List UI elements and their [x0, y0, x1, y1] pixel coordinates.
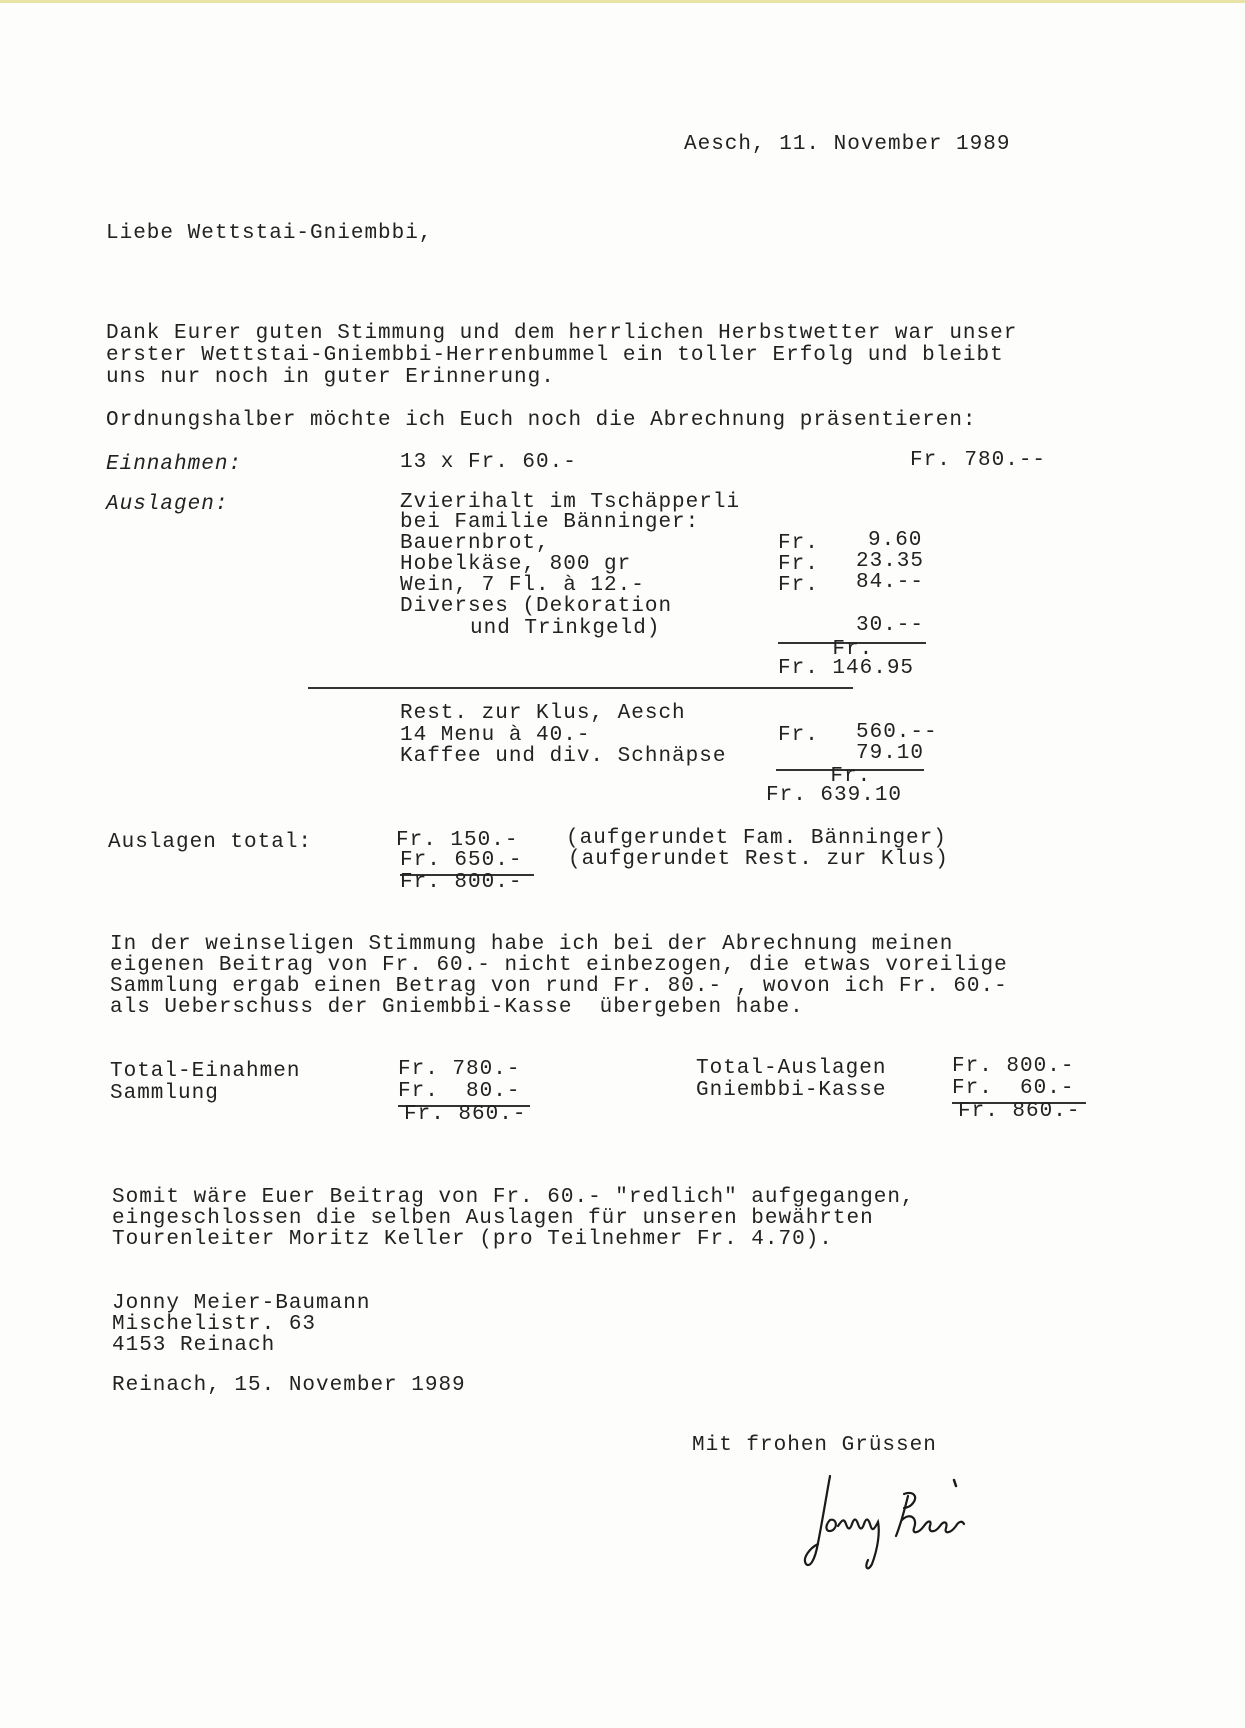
item-underlined-row	[776, 742, 925, 788]
expenses-total-note-2: (aufgerundet Rest. zur Klus)	[568, 848, 949, 871]
item-underlined-row	[778, 614, 926, 661]
summary-left-value-2: Fr. 80.-	[398, 1081, 530, 1107]
item-currency: Fr.	[778, 532, 819, 555]
expenses-label: Auslagen:	[106, 493, 229, 516]
group2-title: Rest. zur Klus, Aesch	[400, 702, 686, 725]
group1-title-2: bei Familie Bänninger:	[400, 511, 700, 534]
expenses-total-label: Auslagen total:	[108, 831, 313, 854]
item-name: 14 Menu à 40.-	[400, 724, 591, 747]
summary-right-sum: Fr. 860.-	[958, 1100, 1081, 1123]
item-currency: Fr.	[778, 724, 819, 747]
item-amount: 23.35	[856, 550, 925, 573]
greeting: Mit frohen Grüssen	[692, 1434, 937, 1457]
item-currency: Fr.	[830, 765, 872, 788]
item-name: Diverses (Dekoration	[400, 595, 673, 618]
item-currency: Fr.	[778, 574, 819, 597]
group1-subtotal: Fr. 146.95	[778, 657, 915, 680]
sender-street: Mischelistr. 63	[112, 1313, 317, 1336]
item-currency: Fr.	[832, 638, 874, 661]
sender-city: 4153 Reinach	[112, 1334, 276, 1357]
item-name: Wein, 7 Fl. à 12.-	[400, 574, 645, 597]
closing-line-3: Tourenleiter Moritz Keller (pro Teilnehmer Fr. 4.70).	[112, 1228, 833, 1251]
closing-line-2: eingeschlossen die selben Auslagen für unseren bewährten	[112, 1207, 874, 1230]
item-name: Hobelkäse, 800 gr	[400, 553, 632, 576]
salutation: Liebe Wettstai-Gniembbi,	[106, 222, 433, 245]
explanation-line-3: Sammlung ergab einen Betrag von rund Fr. 80.- , wovon ich Fr. 60.-	[110, 975, 1008, 998]
place-date: Reinach, 15. November 1989	[112, 1374, 466, 1397]
summary-left-label-1: Total-Einahmen	[110, 1060, 301, 1083]
expenses-total-note-1: (aufgerundet Fam. Bänninger)	[566, 827, 947, 850]
summary-left-label-2: Sammlung	[110, 1082, 219, 1105]
summary-right-value-2: Fr. 60.-	[952, 1078, 1086, 1104]
item-name: Bauernbrot,	[400, 532, 550, 555]
closing-line-1: Somit wäre Euer Beitrag von Fr. 60.- "redlich" aufgegangen,	[112, 1186, 915, 1209]
group2-subtotal: Fr. 639.10	[766, 784, 903, 807]
intro-line-1: Dank Eurer guten Stimmung und dem herrlichen Herbstwetter war unser	[106, 322, 1018, 345]
expenses-total-amount-2: Fr. 650.-	[400, 850, 534, 876]
income-label: Einnahmen:	[106, 453, 243, 476]
item-amount: 84.--	[856, 571, 925, 594]
intro-line-3: uns nur noch in guter Erinnerung.	[106, 366, 555, 389]
summary-right-label-1: Total-Auslagen	[696, 1057, 887, 1080]
item-amount: 560.--	[856, 721, 938, 744]
income-total: Fr. 780.--	[910, 449, 1047, 472]
item-currency: Fr.	[778, 553, 819, 576]
summary-left-sum: Fr. 860.-	[404, 1103, 527, 1126]
intro-line-2: erster Wettstai-Gniembbi-Herrenbummel ein toller Erfolg und bleibt	[106, 344, 1004, 367]
summary-right-value-1: Fr. 800.-	[952, 1055, 1075, 1078]
item-amount: 30.--	[856, 614, 925, 637]
item-name-continued: und Trinkgeld)	[470, 617, 661, 640]
section-divider	[308, 687, 853, 689]
explanation-line-2: eigenen Beitrag von Fr. 60.- nicht einbezogen, die etwas voreilige	[110, 954, 1008, 977]
explanation-line-4: als Ueberschuss der Gniembbi-Kasse übergeben habe.	[110, 996, 804, 1019]
summary-right-label-2: Gniembbi-Kasse	[696, 1079, 887, 1102]
sender-name: Jonny Meier-Baumann	[112, 1292, 371, 1315]
handwritten-signature	[800, 1468, 1040, 1578]
expenses-total-amount-1: Fr. 150.-	[396, 829, 519, 852]
presentation-line: Ordnungshalber möchte ich Euch noch die Abrechnung präsentieren:	[106, 409, 977, 432]
date-line: Aesch, 11. November 1989	[684, 133, 1011, 156]
explanation-line-1: In der weinseligen Stimmung habe ich bei der Abrechnung meinen	[110, 933, 954, 956]
group1-title-1: Zvierihalt im Tschäpperli	[400, 491, 741, 514]
page-top-edge	[0, 0, 1245, 3]
item-name: Kaffee und div. Schnäpse	[400, 745, 727, 768]
summary-left-value-1: Fr. 780.-	[398, 1058, 521, 1081]
income-calc: 13 x Fr. 60.-	[400, 451, 577, 474]
item-amount: 9.60	[868, 529, 923, 552]
item-amount: 79.10	[856, 742, 925, 765]
expenses-total-sum: Fr. 800.-	[400, 871, 523, 894]
